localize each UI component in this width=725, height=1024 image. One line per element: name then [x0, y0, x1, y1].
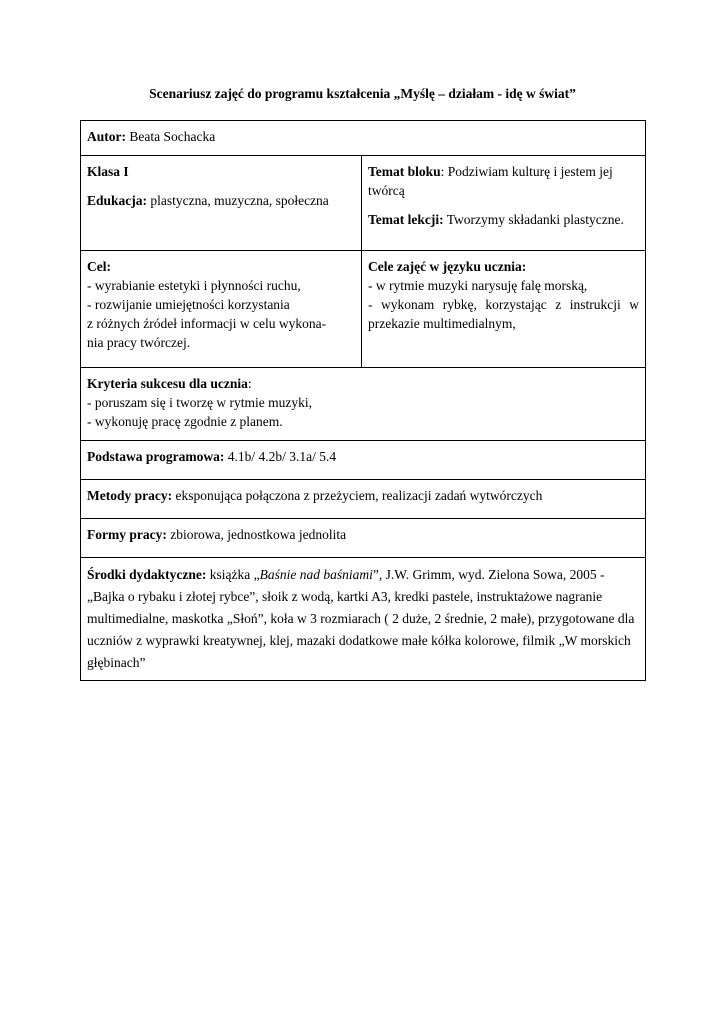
criteria-label: Kryteria sukcesu dla ucznia	[87, 376, 248, 391]
materials-cell	[81, 558, 646, 681]
goal-label: Cel:	[87, 259, 111, 274]
forms-label: Formy pracy:	[87, 527, 167, 542]
goals-row	[81, 251, 646, 368]
scenario-table	[80, 120, 646, 681]
topic-cell	[362, 156, 646, 251]
class-row	[81, 156, 646, 251]
student-goals-cell	[362, 251, 646, 368]
education-value: plastyczna, muzyczna, społeczna	[147, 193, 329, 208]
forms-value: zbiorowa, jednostkowa jednolita	[166, 527, 347, 542]
curriculum-label: Podstawa programowa:	[87, 449, 225, 464]
criteria-item: - poruszam się i tworzę w rytmie muzyki,	[87, 395, 312, 410]
curriculum-value: 4.1b/ 4.2b/ 3.1a/ 5.4	[224, 449, 337, 464]
criteria-item: - wykonuję pracę zgodnie z planem.	[87, 414, 283, 429]
lesson-topic-line	[368, 210, 639, 229]
criteria-heading	[87, 374, 639, 393]
block-topic-line	[368, 162, 639, 200]
methods-label: Metody pracy:	[87, 488, 173, 503]
student-goal-item: - w rytmie muzyki narysuję falę morską,	[368, 278, 588, 293]
goal-item: z różnych źródeł informacji w celu wykona-	[87, 316, 327, 331]
forms-row	[81, 519, 646, 558]
education-line	[87, 191, 355, 210]
student-goals-label: Cele zajęć w języku ucznia:	[368, 259, 527, 274]
class-label: Klasa I	[87, 164, 129, 179]
materials-text-after: ”, J.W. Grimm, wyd. Zielona Sowa, 2005 - „Bajka o rybaku i złotej rybce”, słoik z wodą, kartki A3, kredki pastele, instruktażowe nagranie multimedialne, maskotka „Słoń”, koła w 3 rozmiarach ( 2 duże, 2 średnie, 2 małe), przygotowane dla uczniów z wyprawki kreatywnej, klej, mazaki dodatkowe małe kółka kolorowe, filmik „W morskich głębinach”	[87, 567, 635, 670]
author-row	[81, 121, 646, 156]
curriculum-row	[81, 441, 646, 480]
criteria-colon: :	[247, 376, 252, 391]
lesson-topic-label: Temat lekcji:	[368, 212, 444, 227]
class-cell	[81, 156, 362, 251]
author-cell	[81, 121, 646, 156]
book-title: Baśnie nad baśniami	[259, 567, 373, 582]
forms-cell	[81, 519, 646, 558]
materials-label: Środki dydaktyczne:	[87, 567, 207, 582]
author-value: Beata Sochacka	[126, 129, 216, 144]
author-label: Autor:	[87, 129, 126, 144]
methods-row	[81, 480, 646, 519]
block-topic-label: Temat bloku	[368, 164, 441, 179]
document-title: Scenariusz zajęć do programu kształcenia „Myślę – działam - idę w świat”	[149, 86, 576, 101]
methods-value: eksponująca połączona z przeżyciem, realizacji zadań wytwórczych	[172, 488, 543, 503]
education-label: Edukacja:	[87, 193, 148, 208]
materials-text-before: książka „	[206, 567, 260, 582]
lesson-topic-value: Tworzymy składanki plastyczne.	[443, 212, 624, 227]
goal-item: - wyrabianie estetyki i płynności ruchu,	[87, 278, 301, 293]
goal-item: - rozwijanie umiejętności korzystania	[87, 297, 290, 312]
goal-item: nia pracy twórczej.	[87, 335, 191, 350]
block-topic-value: : Podziwiam kulturę i jestem jej twórcą	[368, 164, 613, 198]
goals-cell	[81, 251, 362, 368]
criteria-row	[81, 368, 646, 441]
curriculum-cell	[81, 441, 646, 480]
student-goal-item: - wykonam rybkę, korzystając z instrukcji w przekazie multimedialnym,	[368, 297, 639, 331]
methods-cell	[81, 480, 646, 519]
criteria-cell	[81, 368, 646, 441]
materials-row	[81, 558, 646, 681]
